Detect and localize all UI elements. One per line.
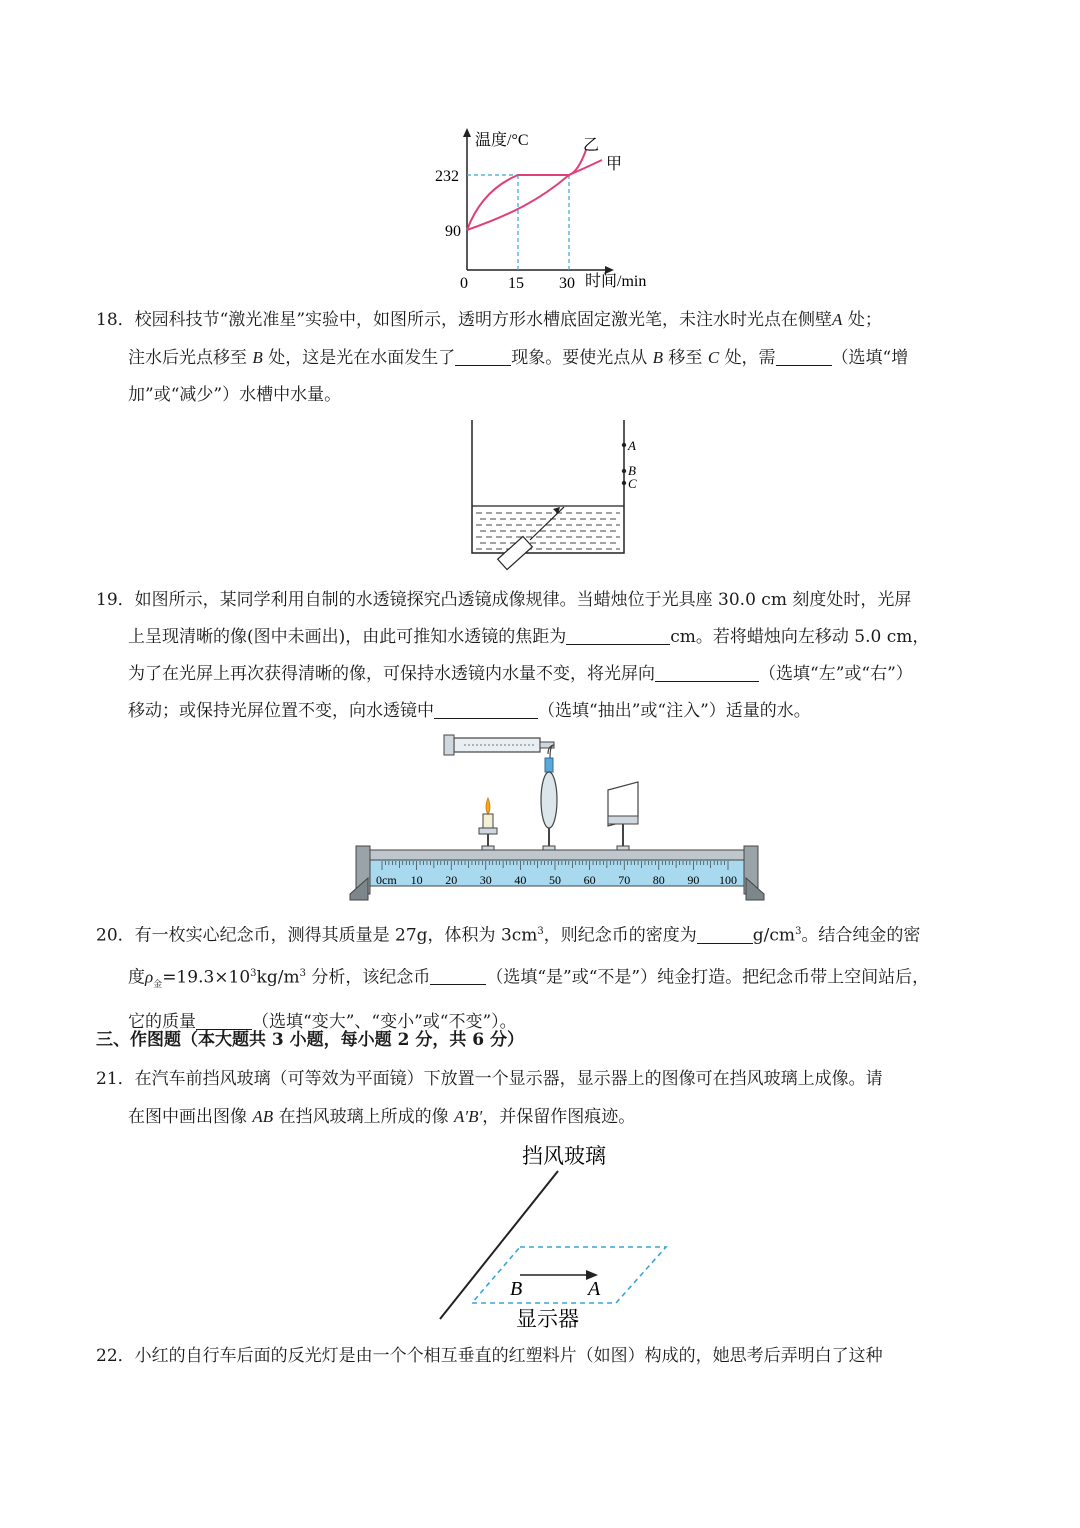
text: 处； bbox=[847, 310, 882, 330]
text: 小红的自行车后面的反光灯是由一个个相互垂直的红塑料片（如图）构成的，她思考后弄明白了这种 bbox=[134, 1346, 883, 1366]
text: 注水后光点移至 bbox=[128, 348, 247, 368]
section-3-heading: 三、作图题（本大题共 3 小题，每小题 2 分，共 6 分） bbox=[96, 1030, 524, 1050]
text: 分析，该纪念币 bbox=[305, 967, 431, 988]
question-20 bbox=[96, 913, 996, 1041]
var: C bbox=[707, 348, 720, 367]
scale-label: 20 bbox=[445, 873, 458, 887]
question-number: 21． bbox=[96, 1069, 135, 1089]
x-tick-15: 15 bbox=[508, 275, 524, 292]
label-a: A bbox=[628, 438, 636, 453]
text: ，并保留作图痕迹。 bbox=[482, 1107, 636, 1127]
text: ，则纪念币的密度为 bbox=[543, 925, 697, 946]
water-lens-icon bbox=[541, 758, 557, 854]
label-b: B bbox=[510, 1278, 523, 1300]
scale-label: 100 bbox=[719, 873, 737, 887]
answer-blank[interactable] bbox=[434, 698, 538, 719]
curve-yi bbox=[467, 150, 586, 230]
text: 度 bbox=[128, 967, 145, 988]
text: 。结合纯金的密 bbox=[801, 925, 921, 946]
curve-label-yi: 乙 bbox=[583, 137, 600, 154]
var: A′B′ bbox=[454, 1107, 483, 1126]
scale-label: 70 bbox=[618, 873, 631, 887]
text: 有一枚实心纪念币，测得其质量是 27g，体积为 3cm bbox=[134, 925, 538, 946]
label-c: C bbox=[628, 476, 637, 491]
text: （选填“左”或“右”） bbox=[759, 664, 913, 684]
superscript: 3 bbox=[250, 967, 257, 979]
text: 它的质量 bbox=[128, 1011, 196, 1032]
question-18 bbox=[96, 301, 996, 414]
text: =19.3×10 bbox=[162, 967, 251, 988]
y-tick-232: 232 bbox=[435, 168, 459, 185]
question-19 bbox=[96, 582, 996, 730]
scale-label: 60 bbox=[583, 873, 596, 887]
text: kg/m bbox=[256, 967, 300, 988]
answer-blank[interactable] bbox=[455, 345, 511, 366]
y-axis-arrow bbox=[463, 128, 471, 137]
text: （选填“抽出”或“注入”）适量的水。 bbox=[538, 701, 811, 721]
text: 如图所示，某同学利用自制的水透镜探究凸透镜成像规律。当蜡烛位于光具座 30.0 cm 刻度处时，光屏 bbox=[134, 590, 912, 610]
scale-label: 0cm bbox=[376, 873, 397, 887]
superscript: 3 bbox=[537, 926, 544, 937]
text: 加”或“减少”）水槽中水量。 bbox=[128, 385, 342, 405]
syringe-icon bbox=[444, 735, 554, 758]
superscript: 3 bbox=[299, 967, 306, 979]
text: 现象。要使光点从 bbox=[511, 348, 648, 368]
text: （选填“是”或“不是”）纯金打造。把纪念币带上空间站后， bbox=[486, 967, 930, 988]
text: 移至 bbox=[668, 348, 703, 368]
text: 上呈现清晰的像(图中未画出)，由此可推知水透镜的焦距为 bbox=[128, 627, 567, 647]
optical-bench-figure bbox=[348, 728, 768, 910]
var: B bbox=[252, 348, 263, 367]
point-a bbox=[622, 443, 626, 447]
text: 在挡风玻璃上所成的像 bbox=[278, 1107, 449, 1127]
answer-blank[interactable] bbox=[655, 661, 759, 682]
label-a: A bbox=[588, 1278, 601, 1300]
windshield-figure bbox=[430, 1135, 690, 1335]
question-number: 18． bbox=[96, 310, 135, 330]
var: ρ bbox=[145, 967, 154, 987]
windshield-line bbox=[440, 1171, 558, 1319]
rail-top bbox=[360, 850, 752, 860]
scale-label: 40 bbox=[514, 873, 527, 887]
text: （选填“增 bbox=[831, 348, 909, 368]
x-tick-30: 30 bbox=[559, 275, 575, 292]
text: 在图中画出图像 bbox=[128, 1107, 247, 1127]
label-b: B bbox=[628, 463, 636, 478]
scale-label: 90 bbox=[687, 873, 700, 887]
text: g/cm bbox=[752, 925, 796, 946]
curve-label-jia: 甲 bbox=[606, 156, 623, 173]
screen-icon bbox=[608, 782, 638, 854]
water-tank-figure bbox=[460, 415, 645, 580]
var: B bbox=[652, 348, 663, 367]
text: 处，这是光在水面发生了 bbox=[268, 348, 456, 368]
question-22 bbox=[96, 1338, 996, 1375]
y-tick-90: 90 bbox=[445, 223, 461, 240]
text: 校园科技节“激光准星”实验中，如图所示，透明方形水槽底固定激光笔，未注水时光点在侧壁 bbox=[134, 310, 833, 330]
var: AB bbox=[252, 1107, 274, 1126]
question-21 bbox=[96, 1061, 996, 1136]
scale-label: 10 bbox=[410, 873, 423, 887]
text: 处，需 bbox=[724, 348, 776, 368]
subscript: 金 bbox=[153, 979, 163, 990]
scale-label: 50 bbox=[549, 873, 561, 887]
text: cm。若将蜡烛向左移动 5.0 cm， bbox=[670, 627, 930, 647]
question-number: 20． bbox=[96, 925, 135, 946]
question-number: 19． bbox=[96, 590, 135, 610]
var: A bbox=[832, 310, 843, 329]
answer-blank[interactable] bbox=[566, 624, 670, 645]
text: 移动；或保持光屏位置不变，向水透镜中 bbox=[128, 701, 434, 721]
windshield-label: 挡风玻璃 bbox=[522, 1144, 606, 1168]
text: 为了在光屏上再次获得清晰的像，可保持水透镜内水量不变，将光屏向 bbox=[128, 664, 655, 684]
answer-blank[interactable] bbox=[430, 964, 486, 985]
temperature-time-graph bbox=[420, 120, 700, 295]
question-number: 22． bbox=[96, 1346, 135, 1366]
point-c bbox=[622, 481, 626, 485]
answer-blank[interactable] bbox=[776, 345, 832, 366]
x-tick-0: 0 bbox=[460, 275, 468, 292]
y-axis-label: 温度/°C bbox=[475, 132, 529, 149]
scale-label: 80 bbox=[652, 873, 665, 887]
x-axis-label: 时间/min bbox=[585, 273, 647, 290]
text: （选填“变大”、“变小”或“不变”）。 bbox=[252, 1011, 517, 1032]
point-b bbox=[622, 469, 626, 473]
text: 在汽车前挡风玻璃（可等效为平面镜）下放置一个显示器，显示器上的图像可在挡风玻璃上成像。请 bbox=[134, 1069, 883, 1089]
superscript: 3 bbox=[795, 926, 802, 937]
candle-icon bbox=[479, 798, 497, 854]
answer-blank[interactable] bbox=[697, 923, 753, 944]
scale-label: 30 bbox=[479, 873, 492, 887]
display-label: 显示器 bbox=[516, 1307, 579, 1331]
